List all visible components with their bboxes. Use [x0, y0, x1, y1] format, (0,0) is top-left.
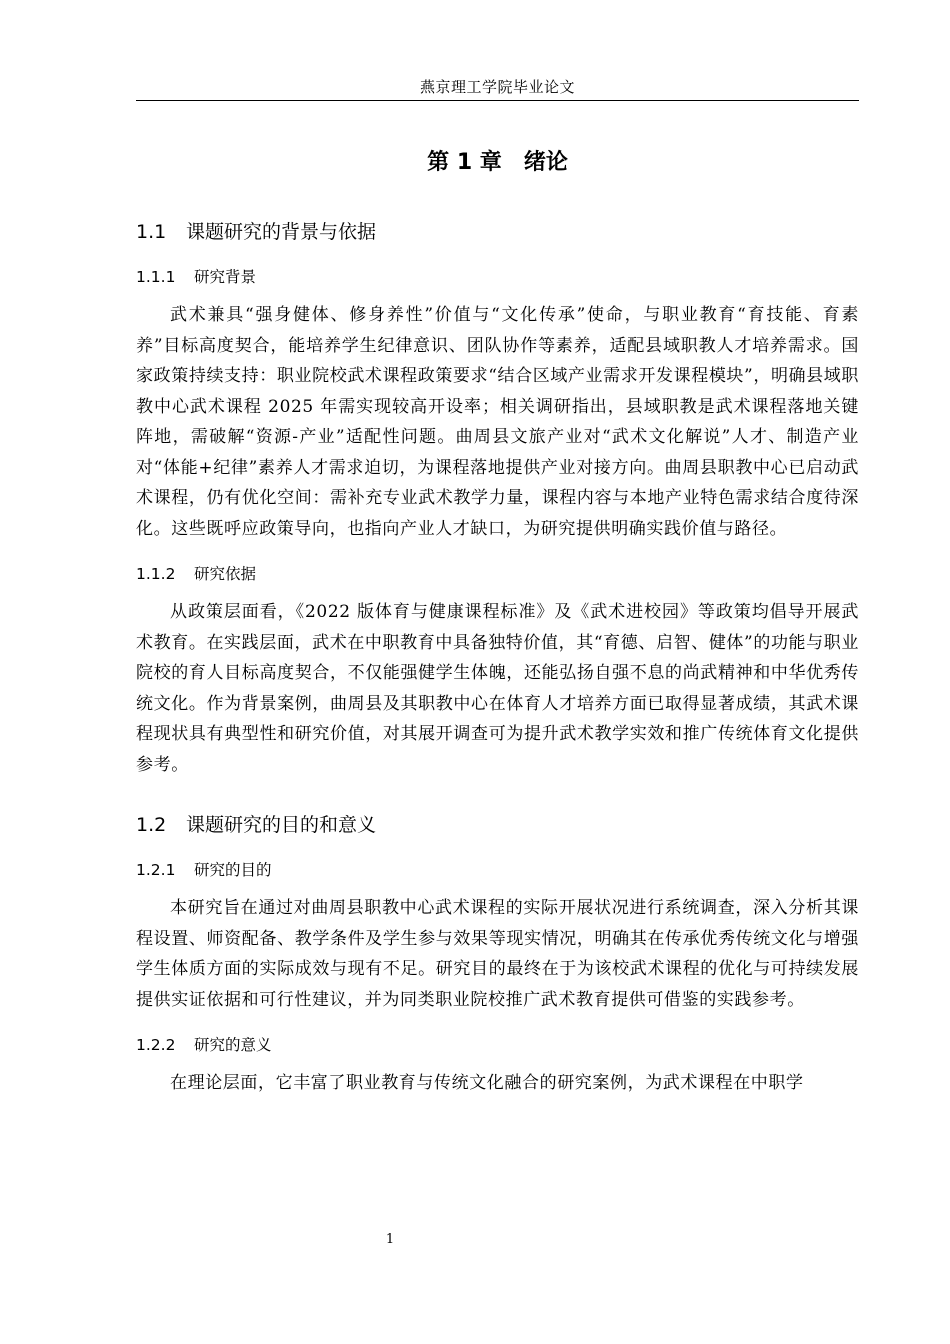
paragraph-research-basis: 从政策层面看，《2022 版体育与健康课程标准》及《武术进校园》等政策均倡导开展武术教育。在实践层面，武术在中职教育中具备独特价值，其“育德、启智、健体”的功能与职业院校的育人目标高度契合，不仅能强健学生体魄，还能弘扬自强不息的尚武精神和中华优秀传统文化。作为背景案例，曲周县及其职教中心在体育人才培养方面已取得显著成绩，其武术课程现状具有典型性和研究价值，对其展开调查可为提升武术教学实效和推广传统体育文化提供参考。 — [136, 602, 859, 775]
chapter-name: 绪论 — [523, 150, 568, 175]
subsection-number: 1.1.2 — [136, 565, 176, 583]
paragraph-research-purpose: 本研究旨在通过对曲周县职教中心武术课程的实际开展状况进行系统调查，深入分析其课程设置、师资配备、教学条件及学生参与效果等现实情况，明确其在传承优秀传统文化与增强学生体质方面的实际成效与现有不足。研究目的最终在于为该校武术课程的优化与可持续发展提供实证依据和可行性建议，并为同类职业院校推广武术教育提供可借鉴的实践参考。 — [136, 898, 859, 1010]
subsection-title: 研究背景 — [194, 268, 257, 286]
subsection-heading-1-2-1 — [136, 857, 859, 883]
section-title: 课题研究的背景与依据 — [186, 221, 377, 243]
running-header: 燕京理工学院毕业论文 — [419, 78, 575, 96]
chapter-title — [136, 140, 859, 186]
page-content — [136, 140, 859, 1099]
subsection-number: 1.1.1 — [136, 268, 176, 286]
paragraph-research-significance: 在理论层面，它丰富了职业教育与传统文化融合的研究案例，为武术课程在中职学 — [170, 1073, 804, 1093]
section-heading-1-2 — [136, 810, 859, 840]
chapter-number: 第 1 章 — [427, 150, 502, 175]
subsection-heading-1-1-2 — [136, 561, 859, 587]
subsection-number: 1.2.1 — [136, 861, 176, 879]
subsection-number: 1.2.2 — [136, 1036, 176, 1054]
section-number: 1.2 — [136, 814, 167, 836]
subsection-title: 研究的意义 — [194, 1036, 272, 1054]
header-rule — [136, 100, 859, 101]
subsection-heading-1-2-2 — [136, 1032, 859, 1058]
subsection-heading-1-1-1 — [136, 264, 859, 290]
section-number: 1.1 — [136, 221, 167, 243]
subsection-title: 研究依据 — [194, 565, 257, 583]
subsection-title: 研究的目的 — [194, 861, 272, 879]
section-heading-1-1 — [136, 217, 859, 247]
section-title: 课题研究的目的和意义 — [186, 814, 377, 836]
paragraph-research-background: 武术兼具“强身健体、修身养性”价值与“文化传承”使命，与职业教育“育技能、育素养”目标高度契合，能培养学生纪律意识、团队协作等素养，适配县域职教人才培养需求。国家政策持续支持：职业院校武术课程政策要求“结合区域产业需求开发课程模块”，明确县域职教中心武术课程 2025 年需实现较高开设率；相关调研指出，县域职教是武术课程落地关键阵地，需破解“资源-产业”适配性问题。曲周县文旅产业对“武术文化解说”人才、制造产业对“体能+纪律”素养人才需求迫切，为课程落地提供产业对接方向。曲周县职教中心已启动武术课程，仍有优化空间：需补充专业武术教学力量，课程内容与本地产业特色需求结合度待深化。这些既呼应政策导向，也指向产业人才缺口，为研究提供明确实践价值与路径。 — [136, 305, 859, 539]
page-number: 1 — [385, 1232, 395, 1247]
